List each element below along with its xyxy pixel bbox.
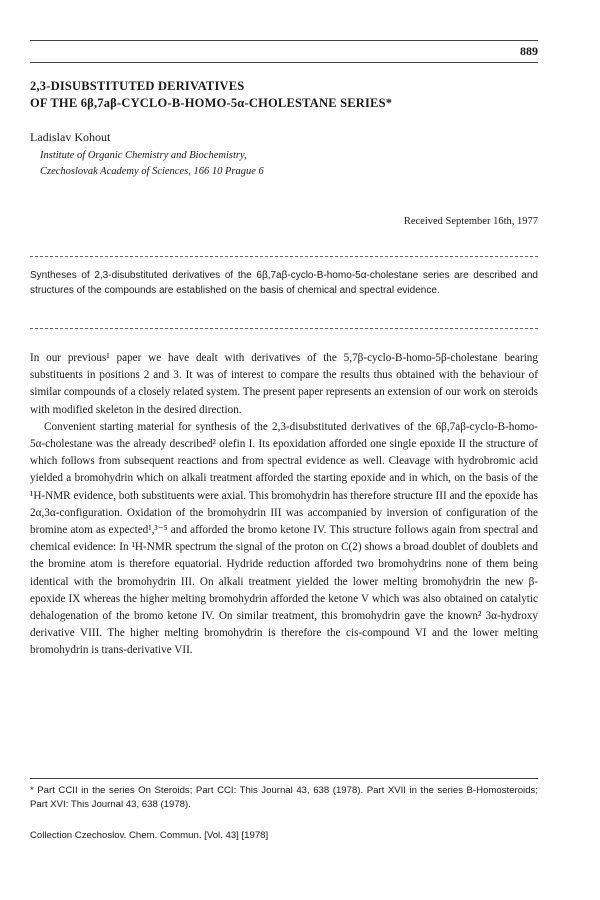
affiliation-line-1: Institute of Organic Chemistry and Biochemistry, xyxy=(40,150,247,161)
abstract: Syntheses of 2,3-disubstituted derivatives of the 6β,7aβ-cyclo-B-homo-5α-cholestane series are described and structures of the compounds are established on the basis of chemical and spectral evidence. xyxy=(30,270,538,296)
title-line-2: OF THE 6β,7aβ-CYCLO-B-HOMO-5α-CHOLESTANE SERIES* xyxy=(30,96,393,110)
footnote-rule xyxy=(30,778,538,779)
affiliation xyxy=(40,148,460,180)
article-title xyxy=(30,78,550,112)
author-name: Ladislav Kohout xyxy=(30,130,111,144)
abstract-top-rule xyxy=(30,256,538,257)
footnote: * Part CCII in the series On Steroids; Part CCI: This Journal 43, 638 (1978). Part XVII in the series B-Homosteroids; Part XVI: This Journal 43, 638 (1978). xyxy=(30,785,538,810)
received-date: Received September 16th, 1977 xyxy=(403,216,538,227)
paragraph-1: In our previous¹ paper we have dealt with derivatives of the 5,7β-cyclo-B-homo-5β-cholestane bearing substituents in positions 2 and 3. It was of interest to compare the results thus obtained with the behaviour of similar compounds of a closely related system. The present paper represents an extension of our work on steroids with modified skeleton in the desired direction. xyxy=(30,352,538,416)
page-number: 889 xyxy=(520,44,538,58)
affiliation-line-2: Czechoslovak Academy of Sciences, 166 10 Prague 6 xyxy=(40,166,264,177)
article-body xyxy=(30,350,538,660)
paragraph-2: Convenient starting material for synthesis of the 2,3-disubstituted derivatives of the 6β,7aβ-cyclo-B-homo-5α-cholestane was the already described² olefin I. Its epoxidation afforded one single epoxide II the structure of which follows from subsequent reactions and from spectral evidence as well. Cleavage with hydrobromic acid yielded a bromohydrin which on alkali treatment afforded the starting epoxide and in which, on the basis of the ¹H-NMR evidence, both substituents were axial. This bromohydrin has therefore structure III and the epoxide has 2α,3α-configuration. Oxidation of the bromohydrin III was accompanied by inversion of configuration of the bromine atom as expected¹,³⁻⁵ and afforded the bromo ketone IV. This structure follows again from spectral and chemical evidence: In ¹H-NMR spectrum the signal of the proton on C(2) shows a broad doublet of doublets and the bromine atom is therefore equatorial. Hydride reduction afforded two bromohydrins none of them being identical with the bromohydrin III. On alkali treatment yielded the lower melting bromohydrin the new β-epoxide IX whereas the higher melting bromohydrin afforded the ketone V which was also obtained on catalytic dehalogenation of the bromo ketone IV. On similar treatment, this bromohydrin gave the known² 3α-hydroxy derivative VIII. The higher melting bromohydrin is therefore the cis-compound VI and the lower melting bromohydrin is trans-derivative VII. xyxy=(30,420,538,657)
header-rule-lower xyxy=(30,62,538,63)
journal-citation: Collection Czechoslov. Chem. Commun. [Vol. 43] [1978] xyxy=(30,830,269,841)
title-line-1: 2,3-DISUBSTITUTED DERIVATIVES xyxy=(30,79,245,93)
abstract-bottom-rule xyxy=(30,328,538,329)
header-rule xyxy=(30,40,538,41)
